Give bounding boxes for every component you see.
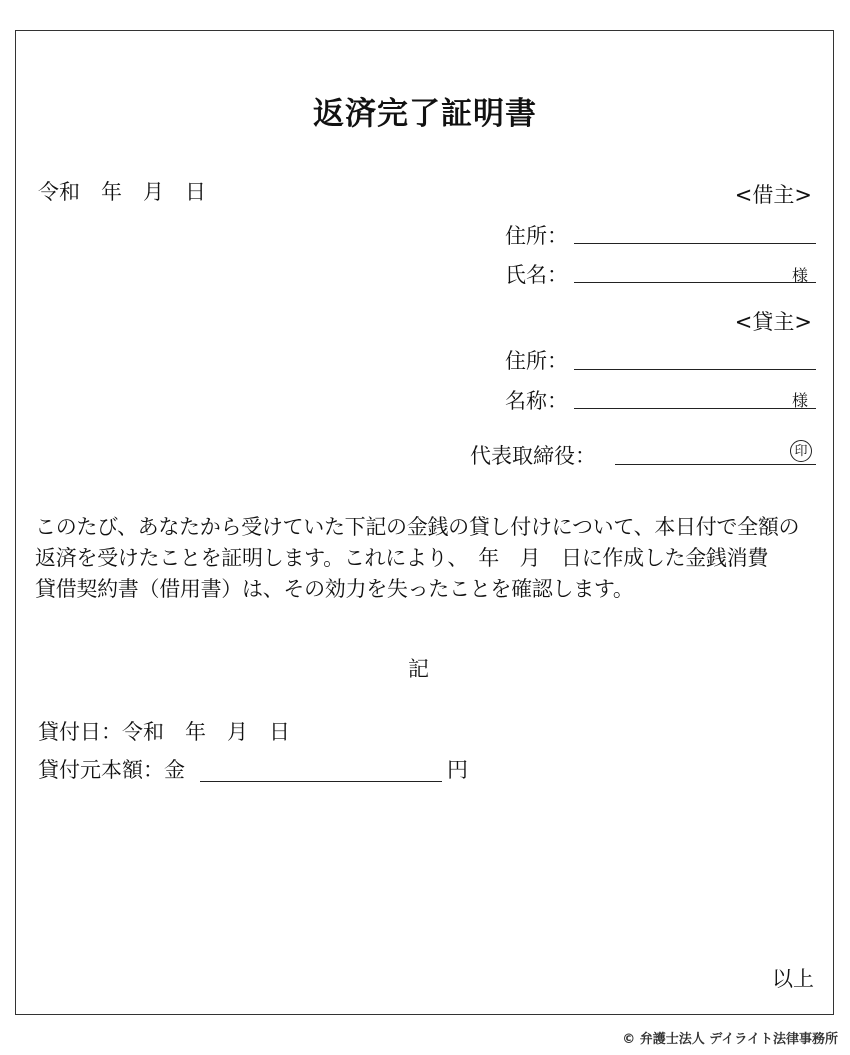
lender-honorific: 様 <box>792 391 809 410</box>
borrower-honorific: 様 <box>792 266 809 285</box>
lender-address-label: 住所： <box>505 349 568 373</box>
borrower-name-label: 氏名： <box>505 263 568 287</box>
principal-unit: 円 <box>447 758 468 782</box>
document-title: 返済完了証明書 <box>313 96 537 132</box>
paragraph-line: 貸借契約書（借用書）は、その効力を失ったことを確認します。 <box>35 577 634 601</box>
certification-paragraph <box>35 512 825 605</box>
lender-name-label: 名称： <box>505 389 568 413</box>
paragraph-line: このたび、あなたから受けていた下記の金銭の貸し付けについて、本日付で全額の <box>35 515 800 539</box>
principal-label: 貸付元本額：金 <box>38 758 185 782</box>
closing-text: 以上 <box>772 967 814 991</box>
seal-icon: 印 <box>790 440 812 462</box>
lender-heading: <貸主> <box>734 310 812 334</box>
representative-label: 代表取締役： <box>470 444 596 468</box>
date-line: 令和 年 月 日 <box>38 180 206 204</box>
ki-heading: 記 <box>408 657 429 681</box>
paragraph-line: 返済を受けたことを証明します。これにより、 年 月 日に作成した金銭消費 <box>35 546 769 570</box>
principal-amount-line <box>200 781 442 782</box>
copyright-notice: © 弁護士法人 デイライト法律事務所 <box>622 1032 838 1047</box>
borrower-address-line <box>574 243 816 244</box>
borrower-name-line <box>574 282 816 283</box>
loan-date: 貸付日：令和 年 月 日 <box>38 720 290 744</box>
lender-address-line <box>574 369 816 370</box>
lender-name-line <box>574 408 816 409</box>
borrower-address-label: 住所： <box>505 224 568 248</box>
borrower-heading: <借主> <box>734 183 812 207</box>
representative-line <box>615 464 816 465</box>
